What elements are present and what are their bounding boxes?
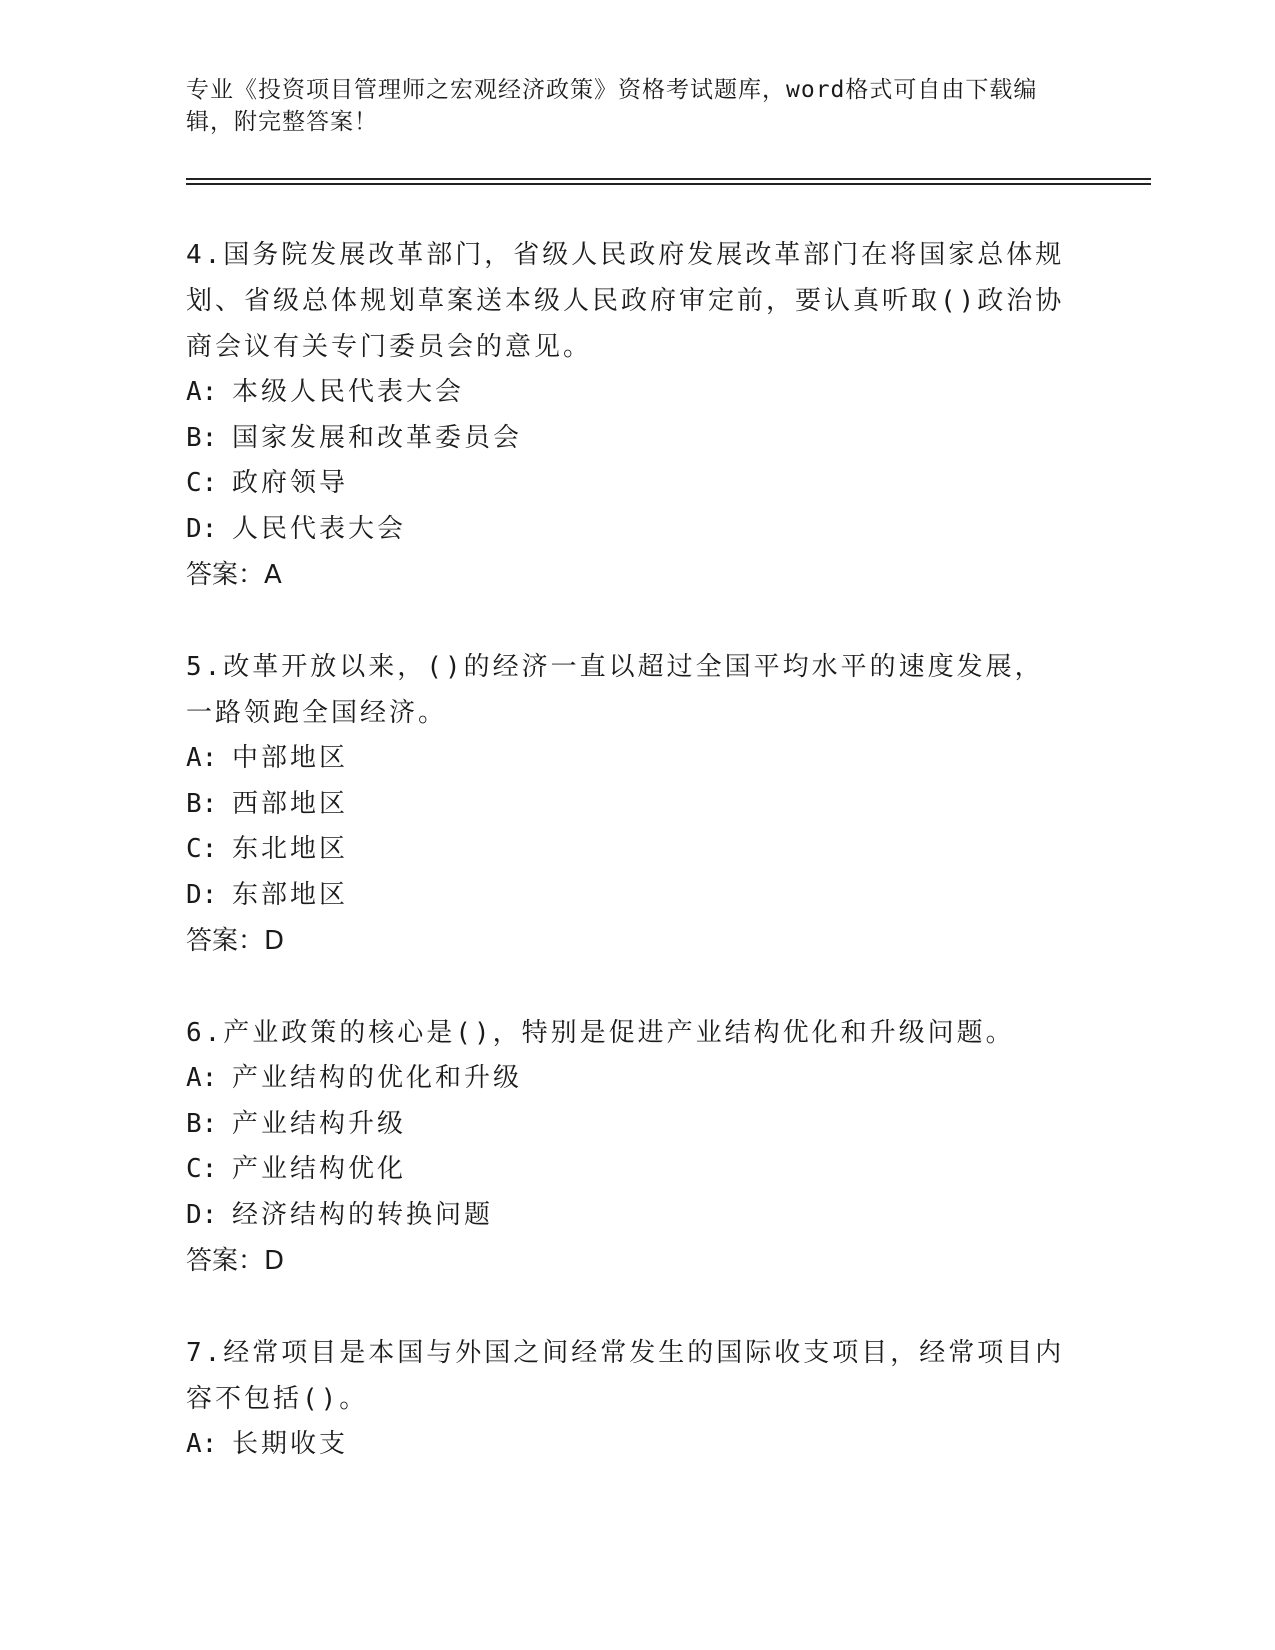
- option-key: A:: [186, 377, 218, 407]
- option-d: [186, 1193, 1066, 1239]
- option-text: 国家发展和改革委员会: [232, 422, 523, 453]
- option-d: [186, 873, 1066, 919]
- option-key: B:: [186, 1108, 218, 1139]
- answer-line: 答案：A: [186, 560, 282, 590]
- option-key: C:: [186, 468, 218, 498]
- header-rule-bottom: [186, 183, 1151, 185]
- option-text: 政府领导: [232, 468, 349, 498]
- question-list: [186, 232, 1066, 1514]
- answer-line: 答案：D: [186, 926, 285, 956]
- option-text: 产业结构的优化和升级: [232, 1063, 523, 1093]
- question-stem: 7.经常项目是本国与外国之间经常发生的国际收支项目，经常项目内容不包括()。: [186, 1338, 1065, 1414]
- option-a: [186, 1056, 1066, 1102]
- option-c: [186, 1147, 1066, 1193]
- option-text: 中部地区: [232, 743, 349, 773]
- option-key: B:: [186, 422, 218, 453]
- document-header: 专业《投资项目管理师之宏观经济政策》资格考试题库，word格式可自由下载编辑，附完整答案！: [186, 77, 1038, 135]
- option-text: 本级人民代表大会: [232, 377, 465, 407]
- question-item: [186, 644, 1066, 964]
- option-key: A:: [186, 1063, 218, 1093]
- option-key: C:: [186, 1154, 218, 1184]
- option-text: 产业结构升级: [232, 1108, 407, 1139]
- option-key: A:: [186, 743, 218, 773]
- option-text: 东部地区: [232, 879, 349, 910]
- option-c: [186, 461, 1066, 507]
- question-item: [186, 232, 1066, 598]
- header-rule-top: [186, 178, 1151, 180]
- option-key: D:: [186, 513, 218, 544]
- answer-line: 答案：D: [186, 1246, 285, 1276]
- option-a: [186, 370, 1066, 416]
- option-key: C:: [186, 834, 218, 864]
- option-b: [186, 416, 1066, 462]
- option-text: 经济结构的转换问题: [232, 1199, 494, 1230]
- option-key: B:: [186, 788, 218, 819]
- option-a: [186, 1422, 1066, 1468]
- question-item: [186, 1010, 1066, 1284]
- option-a: [186, 736, 1066, 782]
- option-key: D:: [186, 1199, 218, 1230]
- option-text: 西部地区: [232, 788, 349, 819]
- option-b: [186, 782, 1066, 828]
- option-d: [186, 507, 1066, 553]
- option-text: 产业结构优化: [232, 1154, 407, 1184]
- option-b: [186, 1102, 1066, 1148]
- question-item: [186, 1330, 1066, 1468]
- option-text: 人民代表大会: [232, 513, 407, 544]
- option-key: D:: [186, 879, 218, 910]
- option-c: [186, 827, 1066, 873]
- option-text: 东北地区: [232, 834, 349, 864]
- question-stem: 5.改革开放以来，()的经济一直以超过全国平均水平的速度发展，一路领跑全国经济。: [186, 652, 1044, 728]
- option-key: A:: [186, 1429, 218, 1459]
- question-stem: 6.产业政策的核心是()，特别是促进产业结构优化和升级问题。: [186, 1018, 1015, 1048]
- question-stem: 4.国务院发展改革部门，省级人民政府发展改革部门在将国家总体规划、省级总体规划草案送本级人民政府审定前，要认真听取()政治协商会议有关专门委员会的意见。: [186, 240, 1065, 362]
- option-text: 长期收支: [232, 1429, 349, 1459]
